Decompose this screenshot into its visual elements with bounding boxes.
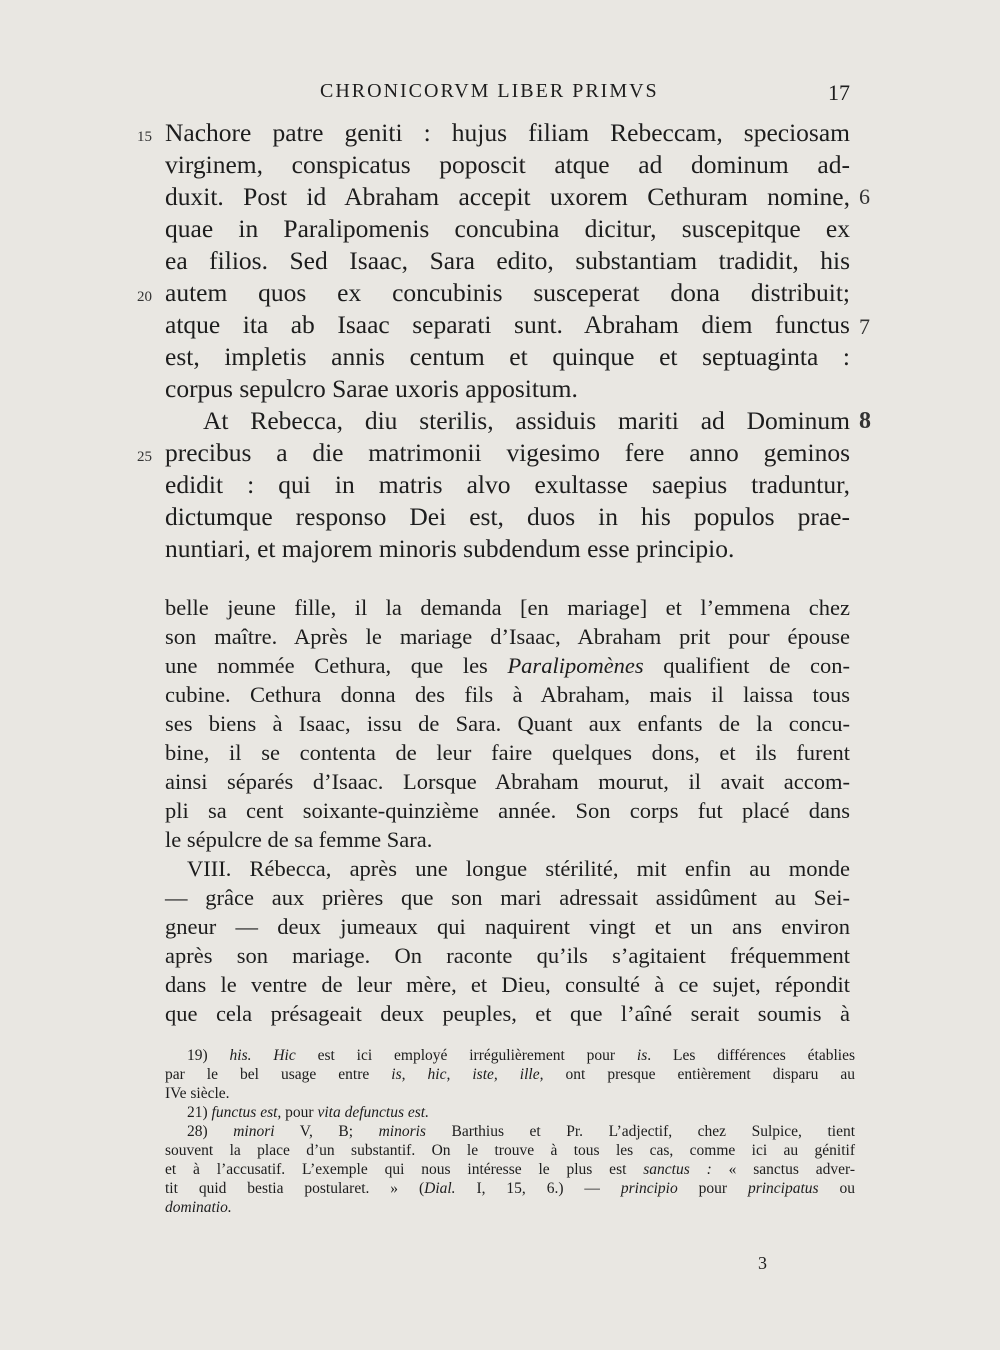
footnote-line: par le bel usage entre is, hic, iste, ille, ont presque entièrement disparu au: [165, 1066, 855, 1083]
french-line: dans le ventre de leur mère, et Dieu, consulté à ce sujet, répondit: [165, 972, 850, 997]
margin-number: 8: [859, 408, 871, 434]
latin-line: atque ita ab Isaac separati sunt. Abraham diem functus 7: [165, 309, 850, 341]
line-number: 15: [137, 129, 152, 145]
latin-line: duxit. Post id Abraham accepit uxorem Cethuram nomine, 6: [165, 182, 870, 211]
french-line: cubine. Cethura donna des fils à Abraham, mais il laissa tous: [165, 682, 850, 707]
french-line: VIII. Rébecca, après une longue stérilité, mit enfin au monde: [187, 856, 850, 881]
french-line: belle jeune fille, il la demanda [en mariage] et l’emmena chez: [165, 595, 850, 620]
footnote-line: dominatio.: [165, 1199, 232, 1216]
running-title: CHRONICORVM LIBER PRIMVS: [320, 80, 659, 102]
french-line: le sépulcre de sa femme Sara.: [165, 827, 433, 852]
footnote-line: et à l’accusatif. L’exemple qui nous intéresse le plus est sanctus : « sanctus adver-: [165, 1161, 855, 1178]
latin-line: virginem, conspicatus poposcit atque ad dominum ad-: [165, 150, 850, 179]
french-line: gneur — deux jumeaux qui naquirent vingt et un ans environ: [165, 914, 850, 939]
latin-line: 20 autem quos ex concubinis susceperat dona distribuit;: [165, 277, 850, 309]
line-number: 20: [137, 289, 152, 305]
latin-line: At Rebecca, diu sterilis, assiduis mariti ad Dominum 8: [203, 406, 871, 435]
french-line: une nommée Cethura, que les Paralipomènes qualifient de con-: [165, 653, 850, 678]
french-line: ainsi séparés d’Isaac. Lorsque Abraham mourut, il avait accom-: [165, 769, 850, 794]
footnote-line: tit quid bestia postularet. » (Dial. I, 15, 6.) — principio pour principatus ou: [165, 1180, 855, 1197]
footnote-line: souvent la place d’un substantif. On le trouve à tous les cas, comme ici au génitif: [165, 1142, 855, 1159]
latin-line: ea filios. Sed Isaac, Sara edito, substantiam tradidit, his: [165, 246, 850, 275]
line-number: 25: [137, 449, 152, 465]
french-line: bine, il se contenta de leur faire quelques dons, et ils furent: [165, 740, 850, 765]
signature-mark: 3: [758, 1253, 767, 1273]
margin-number: 7: [859, 314, 870, 339]
french-line: après son mariage. On raconte qu’ils s’agitaient fréquemment: [165, 943, 850, 968]
footnote-line: 28) minori V, B; minoris Barthius et Pr. L’adjectif, chez Sulpice, tient: [187, 1123, 856, 1140]
latin-line: nuntiari, et majorem minoris subdendum esse principio.: [165, 534, 735, 563]
french-line: son maître. Après le mariage d’Isaac, Abraham prit pour épouse: [165, 624, 850, 649]
french-line: ses biens à Isaac, issu de Sara. Quant aux enfants de la concu-: [165, 711, 850, 736]
latin-line: dictumque responso Dei est, duos in his populos prae-: [165, 502, 850, 531]
latin-line: corpus sepulcro Sarae uxoris appositum.: [165, 374, 578, 403]
footnote-line: IVe siècle.: [165, 1085, 230, 1102]
margin-number: 6: [859, 184, 870, 209]
latin-line: edidit : qui in matris alvo exultasse saepius traduntur,: [165, 470, 850, 499]
latin-line: 15 Nachore patre geniti : hujus filiam Rebeccam, speciosam: [165, 117, 850, 149]
latin-line: est, impletis annis centum et quinque et septuaginta :: [165, 342, 850, 371]
latin-line: 25 precibus a die matrimonii vigesimo fere anno geminos: [165, 437, 850, 469]
latin-line: quae in Paralipomenis concubina dicitur, suscepitque ex: [165, 214, 850, 243]
footnote-line: 21) functus est, pour vita defunctus est.: [187, 1104, 429, 1121]
page-number: 17: [828, 80, 850, 105]
french-line: — grâce aux prières que son mari adressait assidûment au Sei-: [165, 885, 850, 910]
footnote-line: 19) his. Hic est ici employé irrégulièrement pour is. Les différences établies: [187, 1047, 855, 1064]
french-line: pli sa cent soixante-quinzième année. Son corps fut placé dans: [165, 798, 850, 823]
french-line: que cela présageait deux peuples, et que l’aîné serait soumis à: [165, 1001, 850, 1026]
